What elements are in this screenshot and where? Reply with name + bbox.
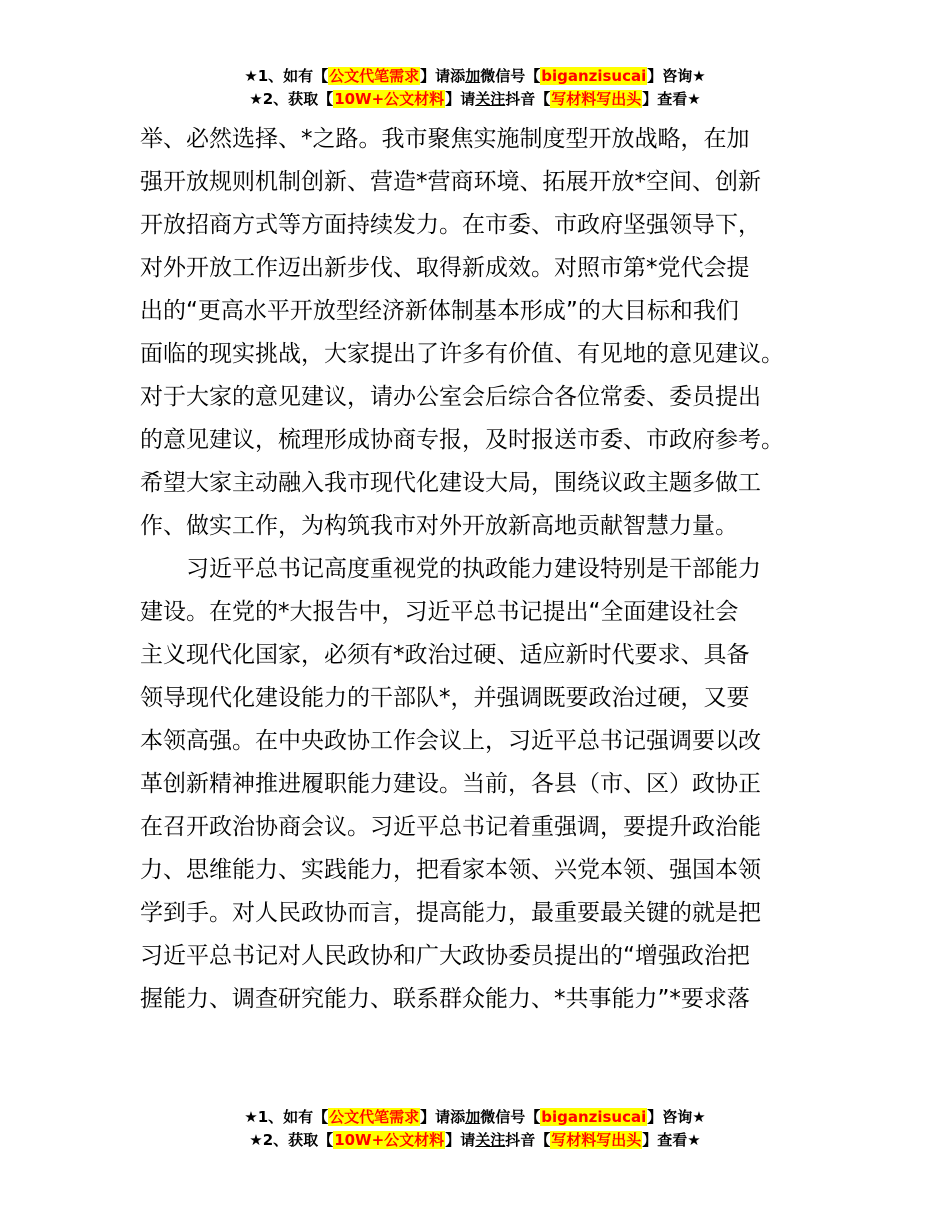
banner-suffix: 】咨询★ xyxy=(647,1108,706,1126)
text-line: 革创新精神推进履职能力建设。当前，各县（市、区）政协正 xyxy=(140,771,761,797)
banner-highlight-wechat: biganzisucai xyxy=(541,1108,647,1126)
text-line: 面临的现实挑战，大家提出了许多有价值、有见地的意见建议。 xyxy=(140,341,784,367)
text-line: 本领高强。在中央政协工作会议上，习近平总书记强调要以改 xyxy=(140,728,761,754)
paragraph-2-body xyxy=(140,548,820,1021)
text-line: 开放招商方式等方面持续发力。在市委、市政府坚强领导下， xyxy=(140,212,761,238)
text-line: 希望大家主动融入我市现代化建设大局，围绕议政主题多做工 xyxy=(140,470,761,496)
banner-emphasis: 加 xyxy=(465,67,481,85)
banner-text: 抖音【 xyxy=(505,1131,551,1149)
banner-highlight-wechat: biganzisucai xyxy=(541,67,647,85)
banner-highlight-service: 公文代笔需求 xyxy=(329,1108,420,1126)
banner-line-2 xyxy=(0,88,950,111)
banner-text: 】请添 xyxy=(420,67,466,85)
banner-prefix: ★1、如有【 xyxy=(244,1108,329,1126)
text-line: 作、做实工作，为构筑我市对外开放新高地贡献智慧力量。 xyxy=(140,513,738,539)
header-banner xyxy=(0,65,950,111)
banner-emphasis: 关注 xyxy=(475,1131,506,1149)
banner-line-2 xyxy=(0,1129,950,1152)
banner-prefix: ★1、如有【 xyxy=(244,67,329,85)
banner-text: 抖音【 xyxy=(505,90,551,108)
banner-highlight-materials: 10W+公文材料 xyxy=(334,90,445,108)
banner-emphasis: 加 xyxy=(465,1108,481,1126)
paragraph-1 xyxy=(140,118,820,548)
banner-suffix: 】咨询★ xyxy=(647,67,706,85)
banner-text: 微信号【 xyxy=(480,67,541,85)
banner-line-1 xyxy=(0,65,950,88)
banner-prefix: ★2、获取【 xyxy=(249,90,334,108)
banner-highlight-douyin: 写材料写出头 xyxy=(551,90,642,108)
text-line: 在召开政治协商会议。习近平总书记着重强调，要提升政治能 xyxy=(140,814,761,840)
text-line: 学到手。对人民政协而言，提高能力，最重要最关键的就是把 xyxy=(140,900,761,926)
text-line: 对于大家的意见建议，请办公室会后综合各位常委、委员提出 xyxy=(140,384,761,410)
banner-prefix: ★2、获取【 xyxy=(249,1131,334,1149)
text-line: 举、必然选择、*之路。我市聚焦实施制度型开放战略，在加 xyxy=(140,126,750,152)
text-line: 出的“更高水平开放型经济新体制基本形成”的大目标和我们 xyxy=(140,298,739,324)
banner-suffix: 】查看★ xyxy=(642,90,701,108)
text-line: 主义现代化国家，必须有*政治过硬、适应新时代要求、具备 xyxy=(140,642,750,668)
banner-text: 】请添 xyxy=(420,1108,466,1126)
text-line: 建设。在党的*大报告中，习近平总书记提出“全面建设社会 xyxy=(140,599,739,625)
footer-banner xyxy=(0,1106,950,1152)
banner-highlight-materials: 10W+公文材料 xyxy=(334,1131,445,1149)
text-line: 握能力、调查研究能力、联系群众能力、*共事能力”*要求落 xyxy=(140,986,750,1012)
banner-highlight-service: 公文代笔需求 xyxy=(329,67,420,85)
banner-text: 微信号【 xyxy=(480,1108,541,1126)
document-body xyxy=(140,118,820,1021)
banner-text: 】请 xyxy=(445,90,476,108)
banner-highlight-douyin: 写材料写出头 xyxy=(551,1131,642,1149)
text-line: 力、思维能力、实践能力，把看家本领、兴党本领、强国本领 xyxy=(140,857,761,883)
text-line-indented: 习近平总书记高度重视党的执政能力建设特别是干部能力 xyxy=(186,556,761,582)
banner-suffix: 】查看★ xyxy=(642,1131,701,1149)
text-line: 的意见建议，梳理形成协商专报，及时报送市委、市政府参考。 xyxy=(140,427,784,453)
text-line: 对外开放工作迈出新步伐、取得新成效。对照市第*党代会提 xyxy=(140,255,750,281)
banner-line-1 xyxy=(0,1106,950,1129)
banner-emphasis: 关注 xyxy=(475,90,506,108)
text-line: 习近平总书记对人民政协和广大政协委员提出的“增强政治把 xyxy=(140,943,750,969)
text-line: 领导现代化建设能力的干部队*，并强调既要政治过硬，又要 xyxy=(140,685,750,711)
text-line: 强开放规则机制创新、营造*营商环境、拓展开放*空间、创新 xyxy=(140,169,761,195)
banner-text: 】请 xyxy=(445,1131,476,1149)
